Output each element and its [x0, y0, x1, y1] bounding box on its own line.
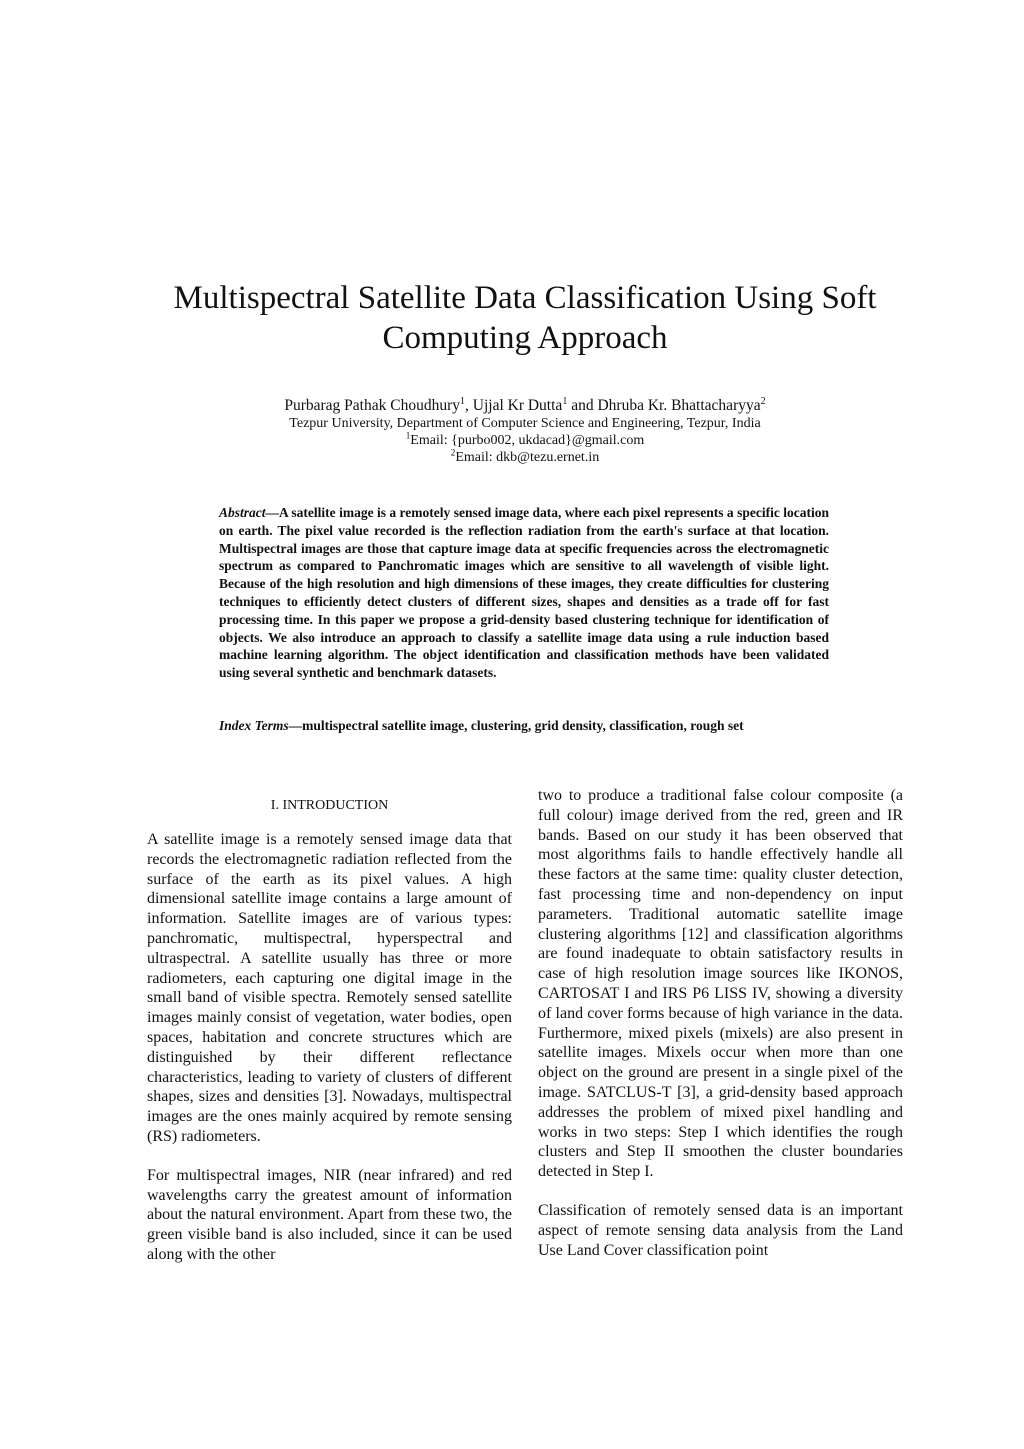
title-line-1: Multispectral Satellite Data Classification Using Soft [173, 280, 877, 316]
abstract-text: —A satellite image is a remotely sensed image data, where each pixel represents a specific location on earth. The pixel value recorded is the reflection radiation from the earth's surface at that location. Multispectral images are those that capture image data at specific frequencies across the electromagnetic spectrum as compared to Panchromatic images which are sensitive to all wavelength of visible light. Because of the high resolution and high dimensions of these images, they create difficulties for clustering techniques to efficiently detect clusters of different sizes, shapes and densities as a trade off for fast processing time. In this paper we propose a grid-density based clustering technique for identification of objects. We also introduce an approach to classify a satellite image data using a rule induction based machine learning algorithm. The object identification and classification methods have been validated using several synthetic and benchmark datasets. [219, 505, 829, 681]
author-1-affil: 1 [459, 395, 466, 407]
author-2: Ujjal Kr Dutta [472, 397, 563, 414]
right-paragraph-2: Classification of remotely sensed data is an important aspect of remote sensing data analysis from the Land Use Land Cover classification point [538, 1201, 903, 1259]
author-1: Purbarag Pathak Choudhury [284, 397, 460, 414]
section-heading-title: NTRODUCTION [287, 798, 389, 813]
paper-title [100, 278, 950, 358]
left-paragraph-1: A satellite image is a remotely sensed image data that records the electromagnetic radiation reflected from the surface of the earth as its pixel values. A high dimensional satellite image contains a large amount of information. Satellite images are of various types: panchromatic, multispectral, hyperspectral and ultraspectral. A satellite usually has three or more radiometers, each capturing one digital image in the small band of visible spectra. Remotely sensed satellite images mainly consist of vegetation, water bodies, open spaces, habitation and concrete structures which are distinguished by their different reflectance characteristics, leading to variety of clusters of different shapes, sizes and densities [3]. Nowadays, multispectral images are the ones mainly acquired by remote sensing (RS) radiometers. [147, 831, 512, 1145]
left-paragraph-2: For multispectral images, NIR (near infrared) and red wavelengths carry the greatest amount of information about the natural environment. Apart from these two, the green visible band is also included, since it can be used along with the other [147, 1166, 512, 1263]
email-1-sup: 1 [405, 430, 411, 441]
abstract [219, 504, 829, 682]
author-3-affil: 2 [760, 395, 766, 407]
author-3: Dhruba Kr. Bhattacharyya [597, 397, 761, 414]
email-1-text: Email: {purbo002, ukdacad}@gmail.com [410, 433, 645, 448]
left-column [147, 796, 512, 1284]
right-paragraph-1: two to produce a traditional false colour composite (a full colour) image derived from the red, green and IR bands. Based on our study it has been observed that most algorithms fails to handle effectively handle all these factors at the same time: quality cluster detection, fast processing time and non-dependency on input parameters. Traditional automatic satellite image clustering algorithms [12] and classification algorithms are found inadequate to obtain satisfactory results in case of high resolution image sources like IKONOS, CARTOSAT I and IRS P6 LISS IV, showing a diversity of land cover forms because of high variance in the data. Furthermore, mixed pixels (mixels) are also present in satellite images. Mixels occur when more than one object on the ground are present in a single pixel of the image. SATCLUS-T [3], a grid-density based approach addresses the problem of mixed pixel handling and works in two steps: Step I which identifies the rough clusters and Step II smoothen the cluster boundaries detected in Step I. [538, 787, 903, 1181]
abstract-label: Abstract [219, 505, 266, 520]
author-2-affil: 1 [562, 395, 568, 407]
author-sep-1: , [465, 397, 473, 414]
author-sep-2: and [567, 397, 598, 414]
section-heading-introduction [147, 796, 512, 816]
right-column [538, 786, 903, 1279]
index-terms [219, 717, 839, 735]
author-block [100, 396, 950, 466]
email-2-sup: 2 [450, 447, 456, 458]
email-2 [100, 449, 950, 466]
index-terms-text: —multispectral satellite image, clustering, grid density, classification, rough set [288, 718, 744, 733]
affiliation: Tezpur University, Department of Computer Science and Engineering, Tezpur, India [289, 416, 761, 431]
title-line-2: Computing Approach [382, 320, 668, 356]
index-terms-label: Index Terms [219, 718, 289, 733]
author-list [100, 396, 950, 415]
email-2-text: Email: dkb@tezu.ernet.in [455, 450, 600, 465]
email-1 [100, 432, 950, 449]
section-heading-number: I. I [270, 798, 288, 813]
